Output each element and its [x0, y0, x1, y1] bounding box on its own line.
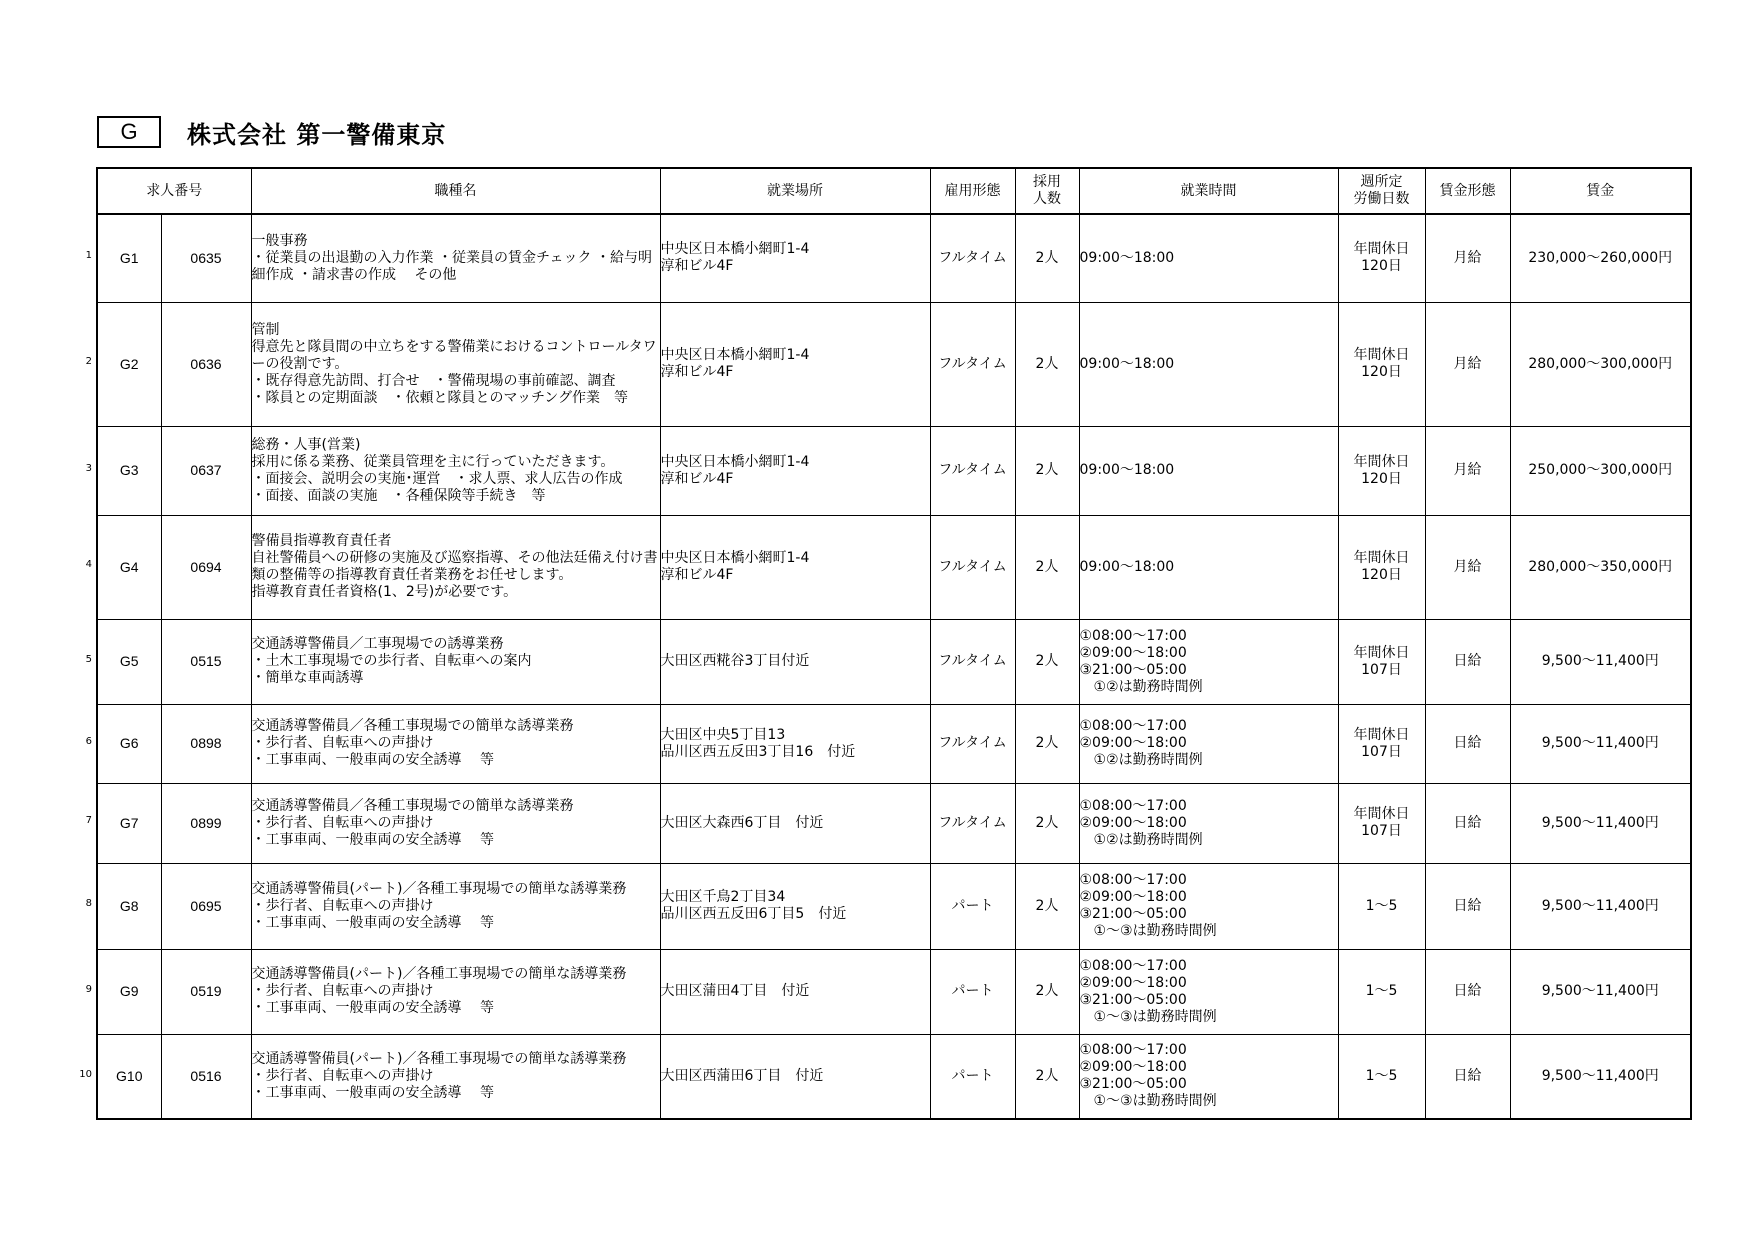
title-line: ・面接、面談の実施 ・各種保険等手続き 等 [251, 487, 546, 504]
employment-type-cell: フルタイム [930, 214, 1015, 302]
job-code: G1 [97, 214, 161, 302]
title-line: 交通誘導警備員／工事現場での誘導業務 [251, 636, 504, 652]
wage-type-cell: 月給 [1425, 302, 1510, 426]
title-line: 一般事務 [251, 232, 308, 249]
wage-type-cell: 日給 [1425, 949, 1510, 1034]
location-line: 中央区日本橋小網町1-4 [660, 347, 810, 363]
table-row [97, 426, 1691, 515]
employment-type-cell: フルタイム [930, 783, 1015, 863]
employment-type-cell: フルタイム [930, 426, 1015, 515]
location-line: 淳和ビル4F [660, 258, 734, 275]
location-line: 中央区日本橋小網町1-4 [660, 550, 810, 566]
hours-line: ③21:00～05:00 [1079, 991, 1187, 1008]
location-cell [660, 863, 930, 949]
title-line: 交通誘導警備員(パート)／各種工事現場での簡単な誘導業務 [251, 966, 627, 982]
row-number: 5 [85, 653, 92, 665]
hours-line: ①②は勤務時間例 [1079, 752, 1203, 768]
job-number: 0898 [161, 704, 251, 783]
location-cell [660, 949, 930, 1034]
hours-line: ①08:00～17:00 [1079, 872, 1187, 888]
job-title-cell [251, 949, 660, 1034]
job-number: 0635 [161, 214, 251, 302]
hours-line: ①08:00～17:00 [1079, 718, 1187, 734]
wage-cell: 280,000～300,000円 [1510, 302, 1691, 426]
hours-line: ①②は勤務時間例 [1079, 678, 1203, 695]
location-line: 大田区西蒲田6丁目 付近 [660, 1067, 824, 1084]
header-wage-type: 賃金形態 [1425, 168, 1510, 214]
location-cell [660, 619, 930, 704]
wage-type-cell: 月給 [1425, 426, 1510, 515]
title-line: ・工事車両、一般車両の安全誘導 等 [251, 1000, 494, 1016]
title-line: ・土木工事現場での歩行者、自転車への案内 [251, 653, 532, 669]
title-line: ・既存得意先訪問、打合せ ・警備現場の事前確認、調査 [251, 372, 616, 389]
table-row [97, 619, 1691, 704]
employment-type-cell: パート [930, 1034, 1015, 1119]
title-line: 交通誘導警備員／各種工事現場での簡単な誘導業務 [251, 797, 574, 814]
table-row [97, 704, 1691, 783]
location-line: 大田区中央5丁目13 [660, 726, 786, 743]
working-hours-cell [1079, 704, 1338, 783]
job-code: G6 [97, 704, 161, 783]
job-title-cell [251, 619, 660, 704]
row-number: 4 [85, 559, 92, 570]
location-line: 淳和ビル4F [660, 364, 734, 380]
location-cell [660, 515, 930, 619]
wage-cell: 230,000～260,000円 [1510, 214, 1691, 302]
hires-cell: 2人 [1015, 214, 1079, 302]
wage-cell: 9,500～11,400円 [1510, 704, 1691, 783]
location-line: 大田区千鳥2丁目34 [660, 889, 786, 905]
hours-line: ①08:00～17:00 [1079, 797, 1187, 814]
job-number: 0519 [161, 949, 251, 1034]
location-cell [660, 1034, 930, 1119]
table-row [97, 783, 1691, 863]
job-number: 0516 [161, 1034, 251, 1119]
hires-cell: 2人 [1015, 704, 1079, 783]
employment-type-cell: フルタイム [930, 704, 1015, 783]
employment-type-cell: パート [930, 949, 1015, 1034]
job-title-cell [251, 1034, 660, 1119]
location-cell [660, 704, 930, 783]
working-hours-cell [1079, 863, 1338, 949]
job-title-cell [251, 426, 660, 515]
working-hours-cell [1079, 949, 1338, 1034]
row-number: 1 [85, 250, 92, 261]
title-line: 指導教育責任者資格(1、2号)が必要です。 [251, 584, 518, 600]
wage-cell: 280,000～350,000円 [1510, 515, 1691, 619]
employment-type-cell: フルタイム [930, 302, 1015, 426]
title-line: ・簡単な車両誘導 [251, 670, 364, 686]
working-days-cell [1338, 783, 1425, 863]
header-job-number: 求人番号 [97, 168, 251, 214]
title-line: 総務・人事(営業) [251, 436, 361, 453]
working-days-cell [1338, 302, 1425, 426]
wage-cell: 9,500～11,400円 [1510, 619, 1691, 704]
wage-cell: 9,500～11,400円 [1510, 1034, 1691, 1119]
header-location: 就業場所 [660, 168, 930, 214]
title-line: 自社警備員への研修の実施及び巡察指導、その他法廷備え付け書類の整備等の指導教育責任者業務をお任せします。 [251, 550, 658, 583]
hours-line: ③21:00～05:00 [1079, 906, 1187, 922]
days-line: 120日 [1361, 258, 1402, 275]
days-line: 年間休日 [1353, 550, 1410, 566]
title-line: ・従業員の出退勤の入力作業 ・従業員の賃金チェック ・給与明細作成 ・請求書の作成 その他 [251, 249, 652, 283]
hours-line: ②09:00～18:00 [1079, 889, 1187, 905]
job-number: 0515 [161, 619, 251, 704]
job-code: G9 [97, 949, 161, 1034]
row-number: 10 [79, 1068, 92, 1080]
hours-line: 09:00～18:00 [1079, 249, 1175, 266]
working-days-cell [1338, 949, 1425, 1034]
days-line: 107日 [1361, 823, 1402, 839]
hires-cell: 2人 [1015, 619, 1079, 704]
hours-line: ①08:00～17:00 [1079, 957, 1187, 974]
location-cell [660, 783, 930, 863]
hours-line: ③21:00～05:00 [1079, 1076, 1187, 1093]
hours-line: 09:00～18:00 [1079, 558, 1175, 575]
days-line: 1～5 [1365, 897, 1398, 914]
job-title-cell [251, 704, 660, 783]
title-line: ・歩行者、自転車への声掛け [251, 735, 434, 751]
header-working-hours: 就業時間 [1079, 168, 1338, 214]
title-line: 交通誘導警備員／各種工事現場での簡単な誘導業務 [251, 718, 574, 734]
days-line: 年間休日 [1353, 241, 1410, 258]
job-code: G8 [97, 863, 161, 949]
hours-line: ①～③は勤務時間例 [1079, 1008, 1217, 1025]
hours-line: ②09:00～18:00 [1079, 644, 1187, 661]
days-line: 120日 [1361, 567, 1402, 583]
wage-type-cell: 日給 [1425, 863, 1510, 949]
wage-type-cell: 月給 [1425, 214, 1510, 302]
working-days-cell [1338, 704, 1425, 783]
working-days-cell [1338, 619, 1425, 704]
days-line: 年間休日 [1353, 806, 1410, 822]
title-line: 得意先と隊員間の中立ちをする警備業におけるコントロールタワーの役割です。 [251, 338, 657, 372]
title-line: 交通誘導警備員(パート)／各種工事現場での簡単な誘導業務 [251, 1050, 627, 1067]
job-title-cell [251, 515, 660, 619]
title-line: ・工事車両、一般車両の安全誘導 等 [251, 914, 494, 931]
job-code: G2 [97, 302, 161, 426]
job-code: G10 [97, 1034, 161, 1119]
job-title-cell [251, 302, 660, 426]
row-number: 6 [85, 735, 92, 747]
title-line: ・歩行者、自転車への声掛け [251, 983, 434, 999]
job-number: 0637 [161, 426, 251, 515]
title-line: ・工事車両、一般車両の安全誘導 等 [251, 752, 494, 768]
job-code: G5 [97, 619, 161, 704]
row-number: 7 [85, 815, 92, 826]
hires-cell: 2人 [1015, 783, 1079, 863]
working-hours-cell [1079, 619, 1338, 704]
title-line: ・工事車両、一般車両の安全誘導 等 [251, 1084, 494, 1101]
location-line: 大田区大森西6丁目 付近 [660, 814, 824, 831]
table-row [97, 515, 1691, 619]
hours-line: ①②は勤務時間例 [1079, 831, 1203, 848]
hires-cell: 2人 [1015, 515, 1079, 619]
wage-cell: 9,500～11,400円 [1510, 949, 1691, 1034]
job-number: 0636 [161, 302, 251, 426]
days-line: 107日 [1361, 743, 1402, 760]
location-line: 中央区日本橋小網町1-4 [660, 241, 810, 258]
table-row [97, 949, 1691, 1034]
location-line: 淳和ビル4F [660, 567, 734, 583]
job-code: G4 [97, 515, 161, 619]
location-cell [660, 302, 930, 426]
working-hours-cell [1079, 302, 1338, 426]
title-line: ・歩行者、自転車への声掛け [251, 814, 434, 831]
employment-type-cell: フルタイム [930, 515, 1015, 619]
job-code: G7 [97, 783, 161, 863]
wage-type-cell: 日給 [1425, 783, 1510, 863]
location-cell [660, 426, 930, 515]
section-label: G [97, 116, 161, 148]
location-line: 品川区西五反田3丁目16 付近 [660, 743, 856, 760]
job-number: 0694 [161, 515, 251, 619]
title-line: ・工事車両、一般車両の安全誘導 等 [251, 831, 494, 848]
wage-cell: 9,500～11,400円 [1510, 863, 1691, 949]
header-wage: 賃金 [1510, 168, 1691, 214]
hours-line: ②09:00～18:00 [1079, 974, 1187, 991]
title-line: 警備員指導教育責任者 [251, 533, 392, 549]
days-line: 1～5 [1365, 983, 1398, 999]
location-line: 淳和ビル4F [660, 470, 734, 487]
title-line: 管制 [251, 321, 280, 338]
hires-cell: 2人 [1015, 1034, 1079, 1119]
hours-line: ①08:00～17:00 [1079, 1042, 1187, 1059]
working-hours-cell [1079, 783, 1338, 863]
employment-type-cell: フルタイム [930, 619, 1015, 704]
working-days-cell [1338, 214, 1425, 302]
days-line: 年間休日 [1353, 347, 1410, 363]
hours-line: 09:00～18:00 [1079, 355, 1175, 372]
header-working-days: 週所定 労働日数 [1338, 168, 1425, 214]
title-line: ・歩行者、自転車への声掛け [251, 897, 434, 914]
days-line: 107日 [1361, 661, 1402, 678]
hires-cell: 2人 [1015, 949, 1079, 1034]
title-line: 交通誘導警備員(パート)／各種工事現場での簡単な誘導業務 [251, 880, 627, 897]
days-line: 年間休日 [1353, 644, 1410, 661]
table-header-row [97, 168, 1691, 214]
header-employment-type: 雇用形態 [930, 168, 1015, 214]
job-listing-table [96, 167, 1692, 1120]
employment-type-cell: パート [930, 863, 1015, 949]
hours-line: ②09:00～18:00 [1079, 814, 1187, 831]
location-line: 品川区西五反田6丁目5 付近 [660, 906, 847, 922]
hires-cell: 2人 [1015, 426, 1079, 515]
job-number: 0899 [161, 783, 251, 863]
job-title-cell [251, 214, 660, 302]
days-line: 年間休日 [1353, 453, 1410, 470]
working-hours-cell [1079, 515, 1338, 619]
working-days-cell [1338, 863, 1425, 949]
hours-line: ②09:00～18:00 [1079, 1059, 1187, 1076]
hours-line: ②09:00～18:00 [1079, 735, 1187, 751]
days-line: 120日 [1361, 364, 1402, 380]
title-line: 採用に係る業務、従業員管理を主に行っていただきます。 [251, 453, 615, 470]
wage-cell: 250,000～300,000円 [1510, 426, 1691, 515]
header-job-title: 職種名 [251, 168, 660, 214]
days-line: 年間休日 [1353, 726, 1410, 743]
hours-line: ①～③は勤務時間例 [1079, 1093, 1217, 1110]
location-line: 大田区蒲田4丁目 付近 [660, 983, 810, 999]
working-days-cell [1338, 1034, 1425, 1119]
company-name: 株式会社 第一警備東京 [187, 120, 447, 149]
wage-type-cell: 日給 [1425, 1034, 1510, 1119]
hires-cell: 2人 [1015, 302, 1079, 426]
working-hours-cell [1079, 1034, 1338, 1119]
title-line: ・隊員との定期面談 ・依頼と隊員とのマッチング作業 等 [251, 389, 628, 406]
wage-type-cell: 日給 [1425, 619, 1510, 704]
days-line: 120日 [1361, 470, 1402, 487]
table-row [97, 863, 1691, 949]
hours-line: 09:00～18:00 [1079, 462, 1175, 478]
row-number: 9 [85, 983, 92, 995]
header-hires: 採用 人数 [1015, 168, 1079, 214]
job-code: G3 [97, 426, 161, 515]
hires-cell: 2人 [1015, 863, 1079, 949]
wage-cell: 9,500～11,400円 [1510, 783, 1691, 863]
page-header [97, 114, 446, 150]
working-hours-cell [1079, 426, 1338, 515]
title-line: ・歩行者、自転車への声掛け [251, 1067, 434, 1084]
hours-line: ①～③は勤務時間例 [1079, 923, 1217, 939]
working-hours-cell [1079, 214, 1338, 302]
job-title-cell [251, 783, 660, 863]
wage-type-cell: 日給 [1425, 704, 1510, 783]
location-line: 中央区日本橋小網町1-4 [660, 453, 810, 470]
working-days-cell [1338, 426, 1425, 515]
row-number: 8 [85, 898, 92, 909]
table-row [97, 302, 1691, 426]
row-number: 2 [85, 356, 92, 367]
days-line: 1～5 [1365, 1067, 1398, 1084]
table-row [97, 1034, 1691, 1119]
hours-line: ①08:00～17:00 [1079, 627, 1187, 644]
location-cell [660, 214, 930, 302]
job-number: 0695 [161, 863, 251, 949]
job-title-cell [251, 863, 660, 949]
working-days-cell [1338, 515, 1425, 619]
location-line: 大田区西糀谷3丁目付近 [660, 653, 810, 669]
wage-type-cell: 月給 [1425, 515, 1510, 619]
title-line: ・面接会、説明会の実施･運営 ・求人票、求人広告の作成 [251, 470, 623, 487]
table-row [97, 214, 1691, 302]
hours-line: ③21:00～05:00 [1079, 661, 1187, 678]
row-number: 3 [85, 462, 92, 474]
